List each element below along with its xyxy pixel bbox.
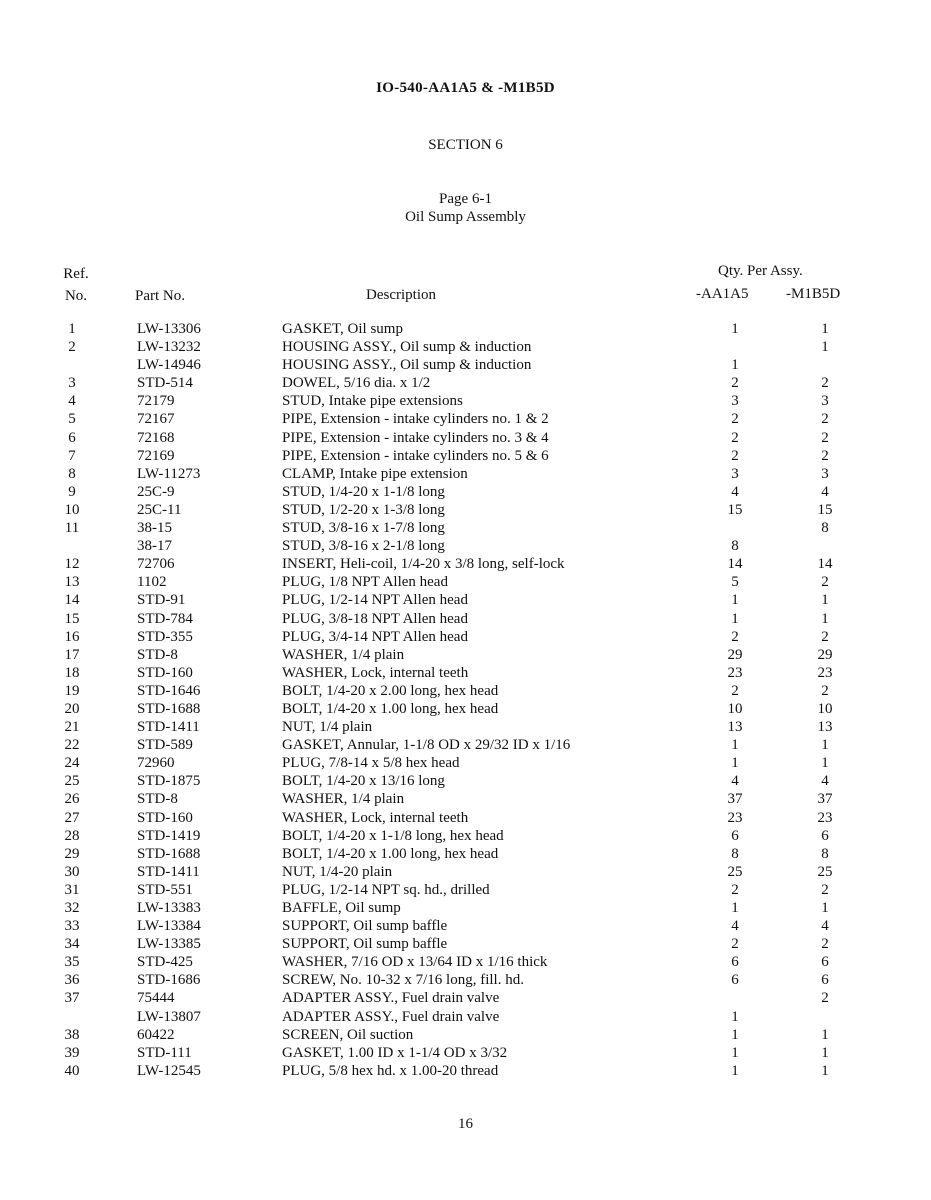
qty-aa1a5-cell: 25 <box>727 863 743 880</box>
qty-aa1a5-cell: 15 <box>727 501 743 518</box>
qty-m1b5d-cell: 1 <box>821 737 829 754</box>
part-no-cell: STD-111 <box>137 1044 192 1061</box>
qty-m1b5d-cell: 1 <box>821 1026 829 1043</box>
description-cell: HOUSING ASSY., Oil sump & induction <box>282 339 532 356</box>
description-cell: SCREEN, Oil suction <box>282 1026 414 1043</box>
ref-no-cell: 15 <box>64 610 80 627</box>
assembly-title: Oil Sump Assembly <box>405 209 526 225</box>
table-row <box>0 338 931 356</box>
table-row <box>0 537 931 555</box>
qty-aa1a5-cell: 2 <box>731 682 739 699</box>
qty-aa1a5-cell: 1 <box>731 357 739 374</box>
qty-aa1a5-cell: 1 <box>731 1008 739 1025</box>
table-row <box>0 501 931 519</box>
qty-m1b5d-cell: 8 <box>821 845 829 862</box>
ref-no-cell: 35 <box>64 954 80 971</box>
qty-m1b5d-cell: 1 <box>821 321 829 337</box>
qty-aa1a5-cell: 2 <box>731 628 739 645</box>
table-row <box>0 610 931 628</box>
part-no-cell: STD-8 <box>137 646 178 663</box>
ref-no-cell: 9 <box>68 483 76 500</box>
qty-m1b5d-cell: 13 <box>817 719 833 736</box>
qty-aa1a5-cell: 5 <box>731 574 739 591</box>
table-row <box>0 718 931 736</box>
part-no-cell: STD-91 <box>137 592 186 609</box>
table-row <box>0 682 931 700</box>
qty-aa1a5-cell: 1 <box>731 900 739 916</box>
qty-m1b5d-cell: 6 <box>821 972 829 989</box>
part-no-cell: STD-1411 <box>137 719 200 736</box>
part-no-cell: LW-13232 <box>137 339 201 356</box>
ref-no-cell: 26 <box>64 791 80 808</box>
table-row <box>0 899 931 917</box>
section-heading: SECTION 6 <box>428 137 503 153</box>
table-row <box>0 790 931 808</box>
page-reference <box>0 190 931 226</box>
part-no-cell: 72960 <box>137 755 175 772</box>
ref-no-cell: 31 <box>64 881 80 898</box>
table-row <box>0 410 931 428</box>
qty-aa1a5-cell: 8 <box>731 538 739 555</box>
part-no-cell: 75444 <box>137 990 175 1007</box>
part-no-cell: LW-13306 <box>137 321 201 337</box>
ref-no-cell: 8 <box>68 465 76 482</box>
qty-m1b5d-cell: 6 <box>821 827 829 844</box>
ref-no-cell: 16 <box>64 628 80 645</box>
description-cell: PLUG, 1/8 NPT Allen head <box>282 574 448 591</box>
qty-m1b5d-cell: 1 <box>821 1062 829 1079</box>
ref-no-cell: 27 <box>64 809 80 826</box>
part-no-cell: STD-784 <box>137 610 193 627</box>
table-row <box>0 989 931 1007</box>
description-cell: BOLT, 1/4-20 x 13/16 long <box>282 773 445 790</box>
description-cell: CLAMP, Intake pipe extension <box>282 465 468 482</box>
qty-m1b5d-cell: 23 <box>817 809 833 826</box>
ref-no-cell: 29 <box>64 845 80 862</box>
description-cell: PIPE, Extension - intake cylinders no. 5 & 6 <box>282 447 549 464</box>
qty-aa1a5-cell: 37 <box>727 791 743 808</box>
part-no-cell: 60422 <box>137 1026 175 1043</box>
qty-aa1a5-cell: 1 <box>731 592 739 609</box>
table-row <box>0 1026 931 1044</box>
part-no-cell: LW-11273 <box>137 465 201 482</box>
qty-aa1a5-cell: 2 <box>731 411 739 428</box>
qty-m1b5d-cell: 2 <box>821 990 829 1007</box>
part-no-cell: STD-1688 <box>137 845 201 862</box>
description-cell: WASHER, 7/16 OD x 13/64 ID x 1/16 thick <box>282 954 548 971</box>
ref-no-cell: 10 <box>64 501 80 518</box>
description-cell: NUT, 1/4 plain <box>282 719 373 736</box>
qty-m1b5d-cell: 2 <box>821 936 829 953</box>
qty-aa1a5-cell: 13 <box>727 719 743 736</box>
ref-no-cell: 40 <box>64 1062 80 1079</box>
qty-aa1a5-cell: 23 <box>727 664 743 681</box>
qty-aa1a5-header: -AA1A5 <box>696 286 749 302</box>
qty-aa1a5-cell: 10 <box>727 700 743 717</box>
qty-m1b5d-cell: 2 <box>821 628 829 645</box>
part-no-cell: 72179 <box>137 393 175 410</box>
qty-m1b5d-cell: 2 <box>821 881 829 898</box>
ref-no-cell: 20 <box>64 700 80 717</box>
description-cell: GASKET, Annular, 1-1/8 OD x 29/32 ID x 1/16 <box>282 737 571 754</box>
qty-header: Qty. Per Assy. <box>718 263 803 279</box>
qty-m1b5d-cell: 4 <box>821 483 829 500</box>
description-cell: STUD, 3/8-16 x 1-7/8 long <box>282 520 445 537</box>
table-row <box>0 483 931 501</box>
qty-m1b5d-cell: 1 <box>821 339 829 356</box>
description-cell: SUPPORT, Oil sump baffle <box>282 936 448 953</box>
table-row <box>0 971 931 989</box>
table-row <box>0 935 931 953</box>
ref-no-cell: 22 <box>64 737 80 754</box>
description-cell: DOWEL, 5/16 dia. x 1/2 <box>282 375 431 392</box>
part-no-cell: LW-13385 <box>137 936 201 953</box>
qty-m1b5d-cell: 37 <box>817 791 833 808</box>
description-cell: SUPPORT, Oil sump baffle <box>282 918 448 935</box>
qty-aa1a5-cell: 6 <box>731 954 739 971</box>
part-no-cell: STD-160 <box>137 809 193 826</box>
ref-no-cell: 13 <box>64 574 80 591</box>
description-cell: PLUG, 7/8-14 x 5/8 hex head <box>282 755 460 772</box>
table-row <box>0 447 931 465</box>
ref-no-cell: 30 <box>64 863 80 880</box>
table-row <box>0 881 931 899</box>
qty-aa1a5-cell: 23 <box>727 809 743 826</box>
parts-table-body <box>0 320 931 1080</box>
part-no-cell: 72706 <box>137 556 175 573</box>
ref-no-cell: 14 <box>64 592 80 609</box>
qty-aa1a5-cell: 3 <box>731 465 739 482</box>
ref-no-cell: 21 <box>64 719 80 736</box>
part-no-cell: STD-1419 <box>137 827 201 844</box>
part-no-cell: STD-589 <box>137 737 193 754</box>
part-no-cell: 38-15 <box>137 520 172 537</box>
qty-m1b5d-cell: 2 <box>821 411 829 428</box>
table-row <box>0 917 931 935</box>
table-row <box>0 1008 931 1026</box>
table-row <box>0 646 931 664</box>
qty-m1b5d-cell: 2 <box>821 375 829 392</box>
part-no-cell: 38-17 <box>137 538 172 555</box>
description-cell: PLUG, 1/2-14 NPT sq. hd., drilled <box>282 881 490 898</box>
qty-m1b5d-cell: 29 <box>817 646 833 663</box>
description-cell: PLUG, 5/8 hex hd. x 1.00-20 thread <box>282 1062 499 1079</box>
description-cell: WASHER, 1/4 plain <box>282 791 405 808</box>
table-row <box>0 845 931 863</box>
part-no-cell: LW-13383 <box>137 900 201 916</box>
description-cell: BOLT, 1/4-20 x 2.00 long, hex head <box>282 682 499 699</box>
qty-aa1a5-cell: 29 <box>727 646 743 663</box>
ref-no-cell: 6 <box>68 429 76 446</box>
table-row <box>0 664 931 682</box>
description-cell: HOUSING ASSY., Oil sump & induction <box>282 357 532 374</box>
description-cell: BAFFLE, Oil sump <box>282 900 401 916</box>
qty-aa1a5-cell: 3 <box>731 393 739 410</box>
qty-m1b5d-cell: 3 <box>821 465 829 482</box>
description-cell: ADAPTER ASSY., Fuel drain valve <box>282 990 500 1007</box>
description-cell: WASHER, Lock, internal teeth <box>282 664 469 681</box>
part-no-cell: STD-514 <box>137 375 193 392</box>
description-cell: PIPE, Extension - intake cylinders no. 3 & 4 <box>282 429 549 446</box>
qty-aa1a5-cell: 1 <box>731 610 739 627</box>
qty-m1b5d-cell: 23 <box>817 664 833 681</box>
qty-m1b5d-header: -M1B5D <box>786 286 841 302</box>
description-cell: PLUG, 1/2-14 NPT Allen head <box>282 592 468 609</box>
part-no-cell: LW-12545 <box>137 1062 201 1079</box>
qty-m1b5d-cell: 2 <box>821 429 829 446</box>
part-no-cell: STD-425 <box>137 954 193 971</box>
qty-aa1a5-cell: 1 <box>731 1062 739 1079</box>
description-header: Description <box>366 287 436 303</box>
description-cell: WASHER, Lock, internal teeth <box>282 809 469 826</box>
description-cell: STUD, 1/2-20 x 1-3/8 long <box>282 501 445 518</box>
ref-no-cell: 28 <box>64 827 80 844</box>
table-row <box>0 809 931 827</box>
table-row <box>0 628 931 646</box>
document-title: IO-540-AA1A5 & -M1B5D <box>376 80 555 96</box>
qty-m1b5d-cell: 10 <box>817 700 833 717</box>
ref-no-cell: 5 <box>68 411 76 428</box>
qty-m1b5d-cell: 4 <box>821 918 829 935</box>
table-row <box>0 700 931 718</box>
description-cell: STUD, 3/8-16 x 2-1/8 long <box>282 538 445 555</box>
part-no-cell: LW-13807 <box>137 1008 201 1025</box>
qty-m1b5d-cell: 2 <box>821 574 829 591</box>
ref-no-cell: 37 <box>64 990 80 1007</box>
qty-m1b5d-cell: 2 <box>821 447 829 464</box>
description-cell: GASKET, 1.00 ID x 1-1/4 OD x 3/32 <box>282 1044 508 1061</box>
qty-m1b5d-cell: 1 <box>821 1044 829 1061</box>
qty-aa1a5-cell: 4 <box>731 918 739 935</box>
part-no-cell: STD-160 <box>137 664 193 681</box>
qty-m1b5d-cell: 2 <box>821 682 829 699</box>
table-row <box>0 356 931 374</box>
ref-header-line1: Ref. <box>63 266 89 282</box>
qty-m1b5d-cell: 8 <box>821 520 829 537</box>
part-no-header: Part No. <box>135 288 185 304</box>
qty-m1b5d-cell: 14 <box>817 556 833 573</box>
ref-header-line2: No. <box>64 288 88 304</box>
part-no-cell: 1102 <box>137 574 167 591</box>
description-cell: INSERT, Heli-coil, 1/4-20 x 3/8 long, self-lock <box>282 556 565 573</box>
page-number: 16 <box>458 1116 473 1132</box>
table-row <box>0 465 931 483</box>
table-row <box>0 736 931 754</box>
qty-aa1a5-cell: 1 <box>731 1026 739 1043</box>
table-row <box>0 754 931 772</box>
description-cell: PLUG, 3/8-18 NPT Allen head <box>282 610 468 627</box>
table-row <box>0 772 931 790</box>
ref-no-cell: 18 <box>64 664 80 681</box>
ref-no-cell: 12 <box>64 556 80 573</box>
ref-no-cell: 3 <box>68 375 76 392</box>
table-row <box>0 591 931 609</box>
table-row <box>0 1044 931 1062</box>
part-no-cell: STD-1411 <box>137 863 200 880</box>
part-no-cell: STD-1686 <box>137 972 201 989</box>
ref-no-cell: 17 <box>64 646 80 663</box>
qty-aa1a5-cell: 1 <box>731 737 739 754</box>
table-row <box>0 320 931 338</box>
part-no-cell: STD-8 <box>137 791 178 808</box>
ref-no-cell: 2 <box>68 339 76 356</box>
ref-no-cell: 11 <box>64 520 80 537</box>
part-no-cell: 72169 <box>137 447 175 464</box>
qty-aa1a5-cell: 2 <box>731 375 739 392</box>
ref-no-cell: 33 <box>64 918 80 935</box>
table-row <box>0 374 931 392</box>
qty-aa1a5-cell: 14 <box>727 556 743 573</box>
qty-m1b5d-cell: 1 <box>821 592 829 609</box>
description-cell: NUT, 1/4-20 plain <box>282 863 393 880</box>
part-no-cell: LW-14946 <box>137 357 201 374</box>
ref-no-cell: 39 <box>64 1044 80 1061</box>
description-cell: STUD, Intake pipe extensions <box>282 393 463 410</box>
qty-m1b5d-cell: 6 <box>821 954 829 971</box>
description-cell: WASHER, 1/4 plain <box>282 646 405 663</box>
description-cell: PLUG, 3/4-14 NPT Allen head <box>282 628 468 645</box>
qty-aa1a5-cell: 2 <box>731 447 739 464</box>
description-cell: BOLT, 1/4-20 x 1.00 long, hex head <box>282 700 499 717</box>
qty-aa1a5-cell: 1 <box>731 1044 739 1061</box>
part-no-cell: STD-355 <box>137 628 193 645</box>
ref-no-cell: 34 <box>64 936 80 953</box>
ref-no-cell: 24 <box>64 755 80 772</box>
part-no-cell: STD-1875 <box>137 773 201 790</box>
part-no-cell: STD-1646 <box>137 682 201 699</box>
part-no-cell: 72167 <box>137 411 175 428</box>
part-no-cell: 25C-11 <box>137 501 182 518</box>
table-row <box>0 953 931 971</box>
description-cell: STUD, 1/4-20 x 1-1/8 long <box>282 483 445 500</box>
table-row <box>0 392 931 410</box>
description-cell: BOLT, 1/4-20 x 1-1/8 long, hex head <box>282 827 504 844</box>
qty-m1b5d-cell: 3 <box>821 393 829 410</box>
table-row <box>0 555 931 573</box>
part-no-cell: STD-1688 <box>137 700 201 717</box>
ref-no-cell: 1 <box>68 321 76 337</box>
ref-no-cell: 4 <box>68 393 76 410</box>
qty-aa1a5-cell: 1 <box>731 321 739 337</box>
qty-aa1a5-cell: 1 <box>731 755 739 772</box>
qty-aa1a5-cell: 6 <box>731 972 739 989</box>
description-cell: SCREW, No. 10-32 x 7/16 long, fill. hd. <box>282 972 524 989</box>
ref-no-cell: 19 <box>64 682 80 699</box>
table-row <box>0 573 931 591</box>
qty-aa1a5-cell: 2 <box>731 429 739 446</box>
description-cell: ADAPTER ASSY., Fuel drain valve <box>282 1008 500 1025</box>
description-cell: GASKET, Oil sump <box>282 321 403 337</box>
page-ref-label: Page 6-1 <box>439 191 492 207</box>
part-no-cell: 25C-9 <box>137 483 175 500</box>
qty-aa1a5-cell: 4 <box>731 773 739 790</box>
table-row <box>0 1062 931 1080</box>
qty-aa1a5-cell: 2 <box>731 881 739 898</box>
qty-m1b5d-cell: 1 <box>821 900 829 916</box>
table-row <box>0 429 931 447</box>
ref-no-cell: 36 <box>64 972 80 989</box>
description-cell: BOLT, 1/4-20 x 1.00 long, hex head <box>282 845 499 862</box>
part-no-cell: 72168 <box>137 429 175 446</box>
ref-no-cell: 7 <box>68 447 76 464</box>
table-row <box>0 519 931 537</box>
qty-aa1a5-cell: 4 <box>731 483 739 500</box>
ref-no-header <box>56 265 96 306</box>
qty-m1b5d-cell: 1 <box>821 610 829 627</box>
qty-m1b5d-cell: 1 <box>821 755 829 772</box>
qty-m1b5d-cell: 15 <box>817 501 833 518</box>
part-no-cell: LW-13384 <box>137 918 201 935</box>
part-no-cell: STD-551 <box>137 881 193 898</box>
qty-aa1a5-cell: 2 <box>731 936 739 953</box>
description-cell: PIPE, Extension - intake cylinders no. 1 & 2 <box>282 411 549 428</box>
qty-aa1a5-cell: 8 <box>731 845 739 862</box>
ref-no-cell: 32 <box>64 900 80 916</box>
ref-no-cell: 25 <box>64 773 80 790</box>
qty-m1b5d-cell: 25 <box>817 863 833 880</box>
table-row <box>0 863 931 881</box>
qty-aa1a5-cell: 6 <box>731 827 739 844</box>
ref-no-cell: 38 <box>64 1026 80 1043</box>
table-row <box>0 827 931 845</box>
qty-m1b5d-cell: 4 <box>821 773 829 790</box>
